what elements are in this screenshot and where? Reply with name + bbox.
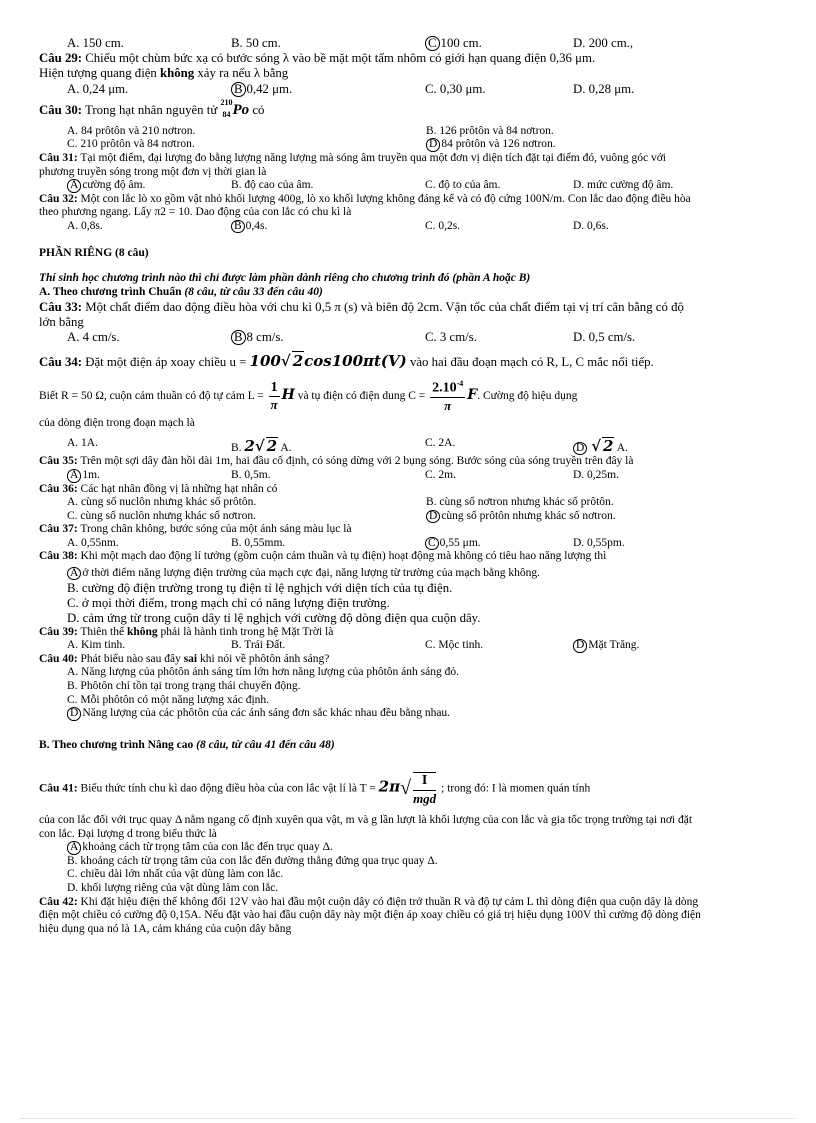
- q36-option-a: A. cùng số nuclôn nhưng khác số prôtôn.: [67, 496, 257, 509]
- q34-option-b: B. 2√ 2 A.: [231, 436, 292, 455]
- q32-options: [39, 220, 701, 234]
- q30-option-a: A. 84 prôtôn và 210 nơtron.: [67, 124, 196, 137]
- q32-option-d: D. 0,6s.: [573, 219, 609, 232]
- answer-circle: A: [67, 567, 81, 581]
- answer-circle: D: [426, 510, 440, 524]
- q31-option-c: C. độ to của âm.: [425, 179, 501, 192]
- q34-option-c: C. 2A.: [425, 436, 456, 449]
- q32-option-b: B 0,4s.: [231, 220, 425, 234]
- q33-options: [39, 330, 701, 345]
- q31-options: [39, 179, 701, 193]
- q34-options: [39, 437, 701, 456]
- q30-options: [39, 125, 701, 152]
- question-38: Câu 38: Khi một mạch dao động lí tưởng (gồm cuộn cảm thuần và tụ điện) hoạt động mà không có tiêu hao năng lượng thì: [39, 550, 607, 563]
- q37-option-c: C 0,55 μm.: [425, 537, 573, 551]
- q38-option-a: A ở thời điểm năng lượng điện trường của mạch cực đại, năng lượng từ trường của mạch bằng không.: [67, 567, 701, 581]
- q38-options: [39, 567, 701, 626]
- q28-option-b: B. 50 cm.: [231, 36, 281, 50]
- q28-options: [39, 36, 701, 51]
- answer-circle: A: [67, 469, 81, 483]
- question-36: Câu 36: Các hạt nhân đồng vị là những hạt nhân có: [39, 482, 278, 495]
- question-33: Câu 33: Một chất điểm dao động điều hòa với chu kì 0,5 π (s) và biên độ 2cm. Vận tốc của chất điểm tại vị trí cân bằng có độ lớn bằng: [39, 299, 684, 329]
- q41-option-a: A khoảng cách từ trọng tâm của con lắc đến trục quay Δ.: [67, 841, 701, 855]
- q37-options: [39, 537, 701, 551]
- q29-option-a: A. 0,24 μm.: [67, 81, 129, 96]
- answer-circle: A: [67, 841, 81, 855]
- q40-option-d: D Năng lượng của các phôtôn của các ánh sáng đơn sắc khác nhau đều bằng nhau.: [67, 707, 701, 721]
- q28-option-c: C 100 cm.: [425, 36, 573, 51]
- q36-options: [39, 496, 701, 523]
- q28-option-a: A. 150 cm.: [67, 36, 124, 50]
- q32-option-c: C. 0,2s.: [425, 219, 461, 232]
- answer-circle: D: [573, 442, 587, 456]
- period-fraction: $\frac{I}{\text{mgd}}$: [413, 773, 437, 806]
- inductance-fraction: $\frac{1}{\pi}$: [270, 379, 278, 413]
- q41-options: [39, 841, 701, 895]
- question-34-line3: của dòng điện trong đoạn mạch là: [39, 417, 195, 430]
- question-41: Câu 41: Biểu thức tính chu kì dao động điều hòa của con lắc vật lí là T = 2π√ $\frac{I}{\text{mgd}}$ ; trong đó: I là momen quán tính: [39, 773, 591, 806]
- q34-option-d: D √ 2 A.: [573, 437, 729, 456]
- q35-option-c: C. 2m.: [425, 469, 456, 481]
- q37-option-b: B. 0,55mm.: [231, 536, 286, 549]
- question-34-line2: Biết R = 50 Ω, cuộn cảm thuần có độ tự cảm L = $\frac{1}{\pi}$ H và tụ điện có điện dung C = $\frac{2.10^{-4}}{\pi}$ F. Cường độ hiệu dụng: [39, 378, 578, 413]
- q40-option-a: A. Năng lượng của phôtôn ánh sáng tím lớn hơn năng lượng của phôtôn ánh sáng đỏ.: [67, 666, 459, 679]
- q35-option-d: D. 0,25m.: [573, 469, 619, 481]
- q30-option-d: D 84 prôtôn và 126 nơtron.: [426, 138, 729, 152]
- answer-circle: D: [67, 707, 81, 721]
- answer-circle: D: [426, 138, 440, 152]
- q29-option-b: B 0,42 μm.: [231, 82, 425, 97]
- q36-option-b: B. cùng số nơtron nhưng khác số prôtôn.: [426, 496, 614, 509]
- question-30: Câu 30: Trong hạt nhân nguyên tử 210 84 Po có: [39, 97, 265, 119]
- answer-circle: A: [67, 179, 81, 193]
- polonium-nuclide: 210 84 Po: [220, 97, 250, 119]
- q39-option-c: C. Mộc tinh.: [425, 639, 484, 652]
- section-b-title: B. Theo chương trình Nâng cao (8 câu, từ câu 41 đến câu 48): [39, 738, 335, 751]
- answer-circle: C: [425, 36, 440, 51]
- q35-option-b: B. 0,5m.: [231, 469, 271, 481]
- part-title: PHẦN RIÊNG (8 câu): [39, 247, 149, 260]
- q29-option-c: C. 0,30 μm.: [425, 81, 486, 96]
- part-note: Thí sinh học chương trình nào thì chỉ được làm phần dành riêng cho chương trình đó (phần A hoặc B): [39, 272, 531, 285]
- q33-option-d: D. 0,5 cm/s.: [573, 330, 636, 345]
- question-41-cont: của con lắc đối với trục quay Δ nằm ngang cố định xuyên qua vật, m và g lần lượt là khối lượng của con lắc và gia tốc trọng trường tại nơi đặt con lắc. Đại lượng d trong biểu thức là: [39, 814, 693, 840]
- q31-option-b: B. độ cao của âm.: [231, 179, 314, 192]
- exam-page: [39, 36, 701, 936]
- q41-option-c: C. chiều dài lớn nhất của vật dùng làm con lắc.: [67, 868, 284, 881]
- q36-option-c: C. cùng số nuclôn nhưng khác số nơtron.: [67, 509, 256, 522]
- q32-option-a: A. 0,8s.: [67, 219, 103, 232]
- capacitance-fraction: $\frac{2.10^{-4}}{\pi}$: [432, 378, 464, 413]
- question-29: Câu 29: Chiếu một chùm bức xạ có bước sóng λ vào bề mặt một tấm nhôm có giới hạn quang điện 0,36 μm. Hiện tượng quang điện không xảy ra nếu λ bằng: [39, 51, 596, 81]
- q30-option-c: C. 210 prôtôn và 84 nơtron.: [67, 138, 195, 151]
- answer-circle: D: [573, 639, 587, 653]
- q37-option-d: D. 0,55pm.: [573, 536, 625, 549]
- q35-options: [39, 469, 701, 483]
- q33-option-a: A. 4 cm/s.: [67, 330, 120, 345]
- question-42: Câu 42: Khi đặt hiệu điện thế không đổi 12V vào hai đầu một cuộn dây có điện trở thuần R và độ tự cảm L thì dòng điện qua cuộn dây là dòng điện một chiều có cường độ 0,15A. Nếu đặt vào hai đầu cuộn dây này một điện áp xoay chiều có giá trị hiệu dụng 100V thì cường độ dòng điện hiệu dụng qua nó là 1A, cảm kháng của cuộn dây bằng: [39, 895, 701, 935]
- q39-option-a: A. Kim tinh.: [67, 639, 126, 652]
- q39-option-b: B. Trái Đất.: [231, 639, 286, 652]
- q28-option-d: D. 200 cm.,: [573, 36, 634, 50]
- q34-option-a: A. 1A.: [67, 436, 98, 449]
- q39-option-d: D Mặt Trăng.: [573, 639, 729, 653]
- question-39: Câu 39: Thiên thể không phải là hành tinh trong hệ Mặt Trời là: [39, 625, 334, 638]
- question-34: Câu 34: Đặt một điện áp xoay chiều u = 100√ 2cos100πt(V) vào hai đầu đoạn mạch có R, L, C mắc nối tiếp.: [39, 352, 654, 371]
- q31-option-a: A cường độ âm.: [67, 179, 231, 193]
- question-40: Câu 40: Phát biểu nào sau đây sai khi nói về phôtôn ánh sáng?: [39, 652, 330, 665]
- question-37: Câu 37: Trong chân không, bước sóng của một ánh sáng màu lục là: [39, 523, 352, 536]
- q38-option-d: D. cảm ứng từ trong cuộn dây tỉ lệ nghịch với cường độ dòng điện qua cuộn dây.: [67, 610, 481, 625]
- q36-option-d: D cùng số prôtôn nhưng khác số nơtron.: [426, 510, 729, 524]
- answer-circle: B: [231, 220, 245, 234]
- q30-option-b: B. 126 prôtôn và 84 nơtron.: [426, 124, 554, 137]
- answer-circle: B: [231, 82, 246, 97]
- answer-circle: C: [425, 537, 439, 551]
- q39-options: [39, 639, 701, 653]
- section-a-title: A. Theo chương trình Chuẩn (8 câu, từ câu 33 đến câu 40): [39, 286, 323, 298]
- q38-option-c: C. ở mọi thời điểm, trong mạch chỉ có năng lượng điện trường.: [67, 595, 390, 610]
- q37-option-a: A. 0,55nm.: [67, 536, 119, 549]
- q29-options: [39, 82, 701, 97]
- q38-option-b: B. cường độ điện trường trong tụ điện tỉ lệ nghịch với diện tích của tụ điện.: [67, 580, 453, 595]
- page-bottom-border: [20, 1118, 796, 1119]
- q40-option-b: B. Phôtôn chỉ tồn tại trong trạng thái chuyển động.: [67, 680, 301, 693]
- question-32: Câu 32: Một con lắc lò xo gồm vật nhỏ khối lượng 400g, lò xo khối lượng không đáng kể và có độ cứng 100N/m. Con lắc dao động điều hòa theo phương ngang. Lấy π2 = 10. Dao động của con lắc có chu kì là: [39, 192, 691, 219]
- q29-option-d: D. 0,28 μm.: [573, 81, 635, 96]
- q33-option-c: C. 3 cm/s.: [425, 330, 477, 345]
- answer-circle: B: [231, 330, 246, 345]
- q40-options: [39, 666, 701, 720]
- question-35: Câu 35: Trên một sợi dây đàn hồi dài 1m, hai đầu cố định, có sóng dừng với 2 bụng sóng. Bước sóng của sóng truyền trên đây là: [39, 455, 634, 468]
- q41-option-b: B. khoảng cách từ trọng tâm của con lắc đến đường thẳng đứng qua trục quay Δ.: [67, 854, 438, 867]
- question-31: Câu 31: Tại một điểm, đại lượng đo bằng lượng năng lượng mà sóng âm truyền qua một đơn vị diện tích đặt tại điểm đó, vuông góc với phương truyền sóng trong một đơn vị thời gian là: [39, 152, 667, 178]
- q41-option-d: D. khối lượng riêng của vật dùng làm con lắc.: [67, 881, 279, 894]
- q40-option-c: C. Mỗi phôtôn có một năng lượng xác định.: [67, 693, 270, 706]
- q33-option-b: B 8 cm/s.: [231, 330, 425, 345]
- voltage-formula: 100√ 2cos100πt(V): [249, 352, 407, 371]
- q35-option-a: A 1m.: [67, 469, 231, 483]
- q31-option-d: D. mức cường độ âm.: [573, 179, 674, 192]
